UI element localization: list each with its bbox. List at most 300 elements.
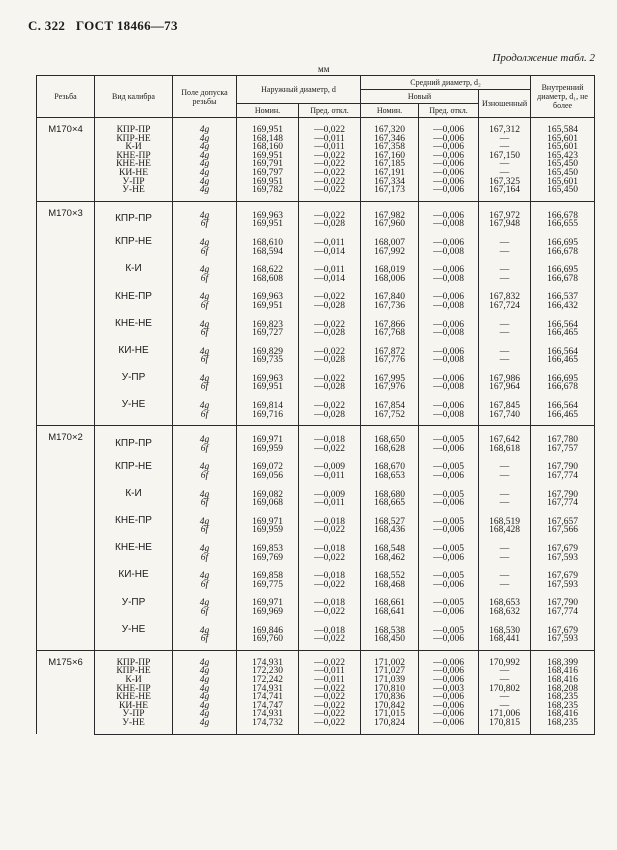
cell-value: —0,006: [433, 167, 464, 178]
cell-value: —0,008: [433, 219, 464, 230]
inner-diameter-cell: [531, 719, 595, 734]
table-row: [37, 186, 595, 201]
pitch-nominal-cell: [361, 453, 419, 480]
cell-value: 4g: [199, 150, 210, 161]
outer-nominal-cell: [237, 719, 299, 734]
pitch-deviation-cell: [419, 311, 479, 338]
cell-value: 171,006: [489, 709, 520, 720]
cell-value: 168,450: [374, 634, 405, 645]
tolerance-cell: [173, 201, 237, 229]
header-pitch-nominal: Номин.: [361, 104, 419, 118]
outer-deviation-cell: [299, 311, 361, 338]
cell-value: —: [499, 571, 510, 582]
cell-value: 165,584: [547, 125, 578, 135]
cell-value: —0,006: [433, 700, 464, 711]
worn-cell: [479, 338, 531, 365]
cell-value: 6f: [200, 409, 209, 420]
pitch-deviation-cell: [419, 392, 479, 426]
gauge-type-cell: КНЕ-НЕ: [95, 535, 173, 562]
cell-value: 168,462: [374, 552, 405, 563]
table-row: [37, 453, 595, 480]
cell-value: —0,005: [433, 598, 464, 609]
inner-diameter-cell: [531, 508, 595, 535]
standard-code: ГОСТ 18466—73: [75, 18, 178, 33]
header-thread: Резьба: [37, 76, 95, 118]
cell-value: —0,006: [433, 657, 464, 668]
pitch-nominal-cell: [361, 392, 419, 426]
cell-value: —0,006: [433, 125, 464, 135]
cell-value: 6f: [200, 273, 209, 284]
cell-value: 169,735: [252, 355, 283, 366]
cell-value: —0,006: [433, 237, 464, 248]
cell-value: —0,006: [433, 346, 464, 357]
tolerance-cell: [173, 365, 237, 392]
cell-value: 170,836: [374, 692, 405, 703]
cell-value: 167,992: [374, 246, 405, 257]
cell-value: 167,982: [374, 210, 405, 221]
cell-value: 4g: [199, 666, 210, 677]
cell-value: 166,678: [547, 210, 578, 221]
worn-cell: [479, 650, 531, 667]
gauge-type-cell: КНЕ-ПР: [95, 508, 173, 535]
cell-value: —: [499, 579, 510, 590]
cell-value: 167,724: [489, 300, 520, 311]
cell-value: —: [499, 700, 510, 711]
cell-value: 168,436: [374, 525, 405, 536]
cell-value: —: [499, 265, 510, 276]
cell-value: 4g: [199, 674, 210, 685]
header-outer-diameter: Наружный диаметр, d: [237, 76, 361, 104]
cell-value: 167,866: [374, 319, 405, 330]
cell-value: 174,931: [252, 657, 283, 668]
cell-value: 169,951: [252, 176, 283, 187]
worn-cell: [479, 392, 531, 426]
cell-value: —0,006: [433, 176, 464, 187]
cell-value: 4g: [199, 657, 210, 668]
tolerance-cell: [173, 589, 237, 616]
pitch-deviation-cell: [419, 650, 479, 667]
cell-value: —: [499, 237, 510, 248]
outer-nominal-cell: [237, 229, 299, 256]
cell-value: 170,802: [489, 683, 520, 694]
cell-value: —0,005: [433, 462, 464, 473]
outer-deviation-cell: [299, 118, 361, 135]
cell-value: 169,853: [252, 544, 283, 554]
worn-cell: [479, 719, 531, 734]
cell-value: 168,416: [547, 666, 578, 677]
cell-value: —: [499, 552, 510, 563]
outer-deviation-cell: [299, 256, 361, 283]
cell-value: —: [499, 544, 510, 554]
cell-value: 166,465: [547, 355, 578, 366]
cell-value: 170,992: [489, 657, 520, 668]
tolerance-cell: [173, 311, 237, 338]
cell-value: 169,969: [252, 606, 283, 617]
header-new: Новый: [361, 90, 479, 104]
cell-value: 167,320: [374, 125, 405, 135]
cell-value: 169,959: [252, 443, 283, 454]
cell-value: —0,006: [433, 552, 464, 563]
cell-value: —0,014: [314, 273, 345, 284]
cell-value: 168,680: [374, 489, 405, 500]
inner-diameter-cell: [531, 426, 595, 454]
cell-value: —0,018: [314, 571, 345, 582]
tolerance-cell: [173, 186, 237, 201]
cell-value: 167,972: [489, 210, 520, 221]
table-row: [37, 719, 595, 734]
cell-value: 4g: [199, 717, 210, 728]
cell-value: 168,208: [547, 683, 578, 694]
cell-value: —0,022: [314, 717, 345, 728]
tolerance-cell: [173, 338, 237, 365]
cell-value: 166,695: [547, 265, 578, 276]
header-outer-nominal: Номин.: [237, 104, 299, 118]
table-row: [37, 508, 595, 535]
pitch-deviation-cell: [419, 453, 479, 480]
tolerance-cell: [173, 118, 237, 135]
gauge-type-cell: У-НЕ: [95, 719, 173, 734]
table-row: [37, 650, 595, 667]
cell-value: 171,027: [374, 666, 405, 677]
table-row: [37, 256, 595, 283]
cell-value: —: [499, 142, 510, 153]
gauge-type-cell: КИ-НЕ: [95, 562, 173, 589]
thread-designation: М170×3: [37, 201, 95, 426]
cell-value: 6f: [200, 471, 209, 482]
pitch-nominal-cell: [361, 650, 419, 667]
cell-value: 4g: [199, 210, 210, 221]
cell-value: —0,022: [314, 185, 345, 196]
cell-value: 4g: [199, 700, 210, 711]
tolerance-cell: [173, 256, 237, 283]
worn-cell: [479, 562, 531, 589]
cell-value: 169,782: [252, 185, 283, 196]
cell-value: 4g: [199, 373, 210, 384]
pitch-deviation-cell: [419, 201, 479, 229]
outer-deviation-cell: [299, 617, 361, 651]
cell-value: 4g: [199, 237, 210, 248]
cell-value: 167,334: [374, 176, 405, 187]
gauge-table: [36, 75, 595, 735]
worn-cell: [479, 201, 531, 229]
cell-value: 168,650: [374, 435, 405, 446]
cell-value: —0,022: [314, 292, 345, 303]
gauge-type-cell: КПР-НЕ: [95, 667, 173, 676]
cell-value: 4g: [199, 185, 210, 196]
tolerance-cell: [173, 508, 237, 535]
cell-value: —: [499, 471, 510, 482]
cell-value: 167,768: [374, 328, 405, 339]
cell-value: —0,022: [314, 401, 345, 412]
cell-value: —0,008: [433, 328, 464, 339]
pitch-nominal-cell: [361, 508, 419, 535]
cell-value: 4g: [199, 692, 210, 703]
gauge-type-cell: У-ПР: [95, 178, 173, 187]
cell-value: 166,465: [547, 409, 578, 420]
cell-value: 169,814: [252, 401, 283, 412]
cell-value: —0,022: [314, 525, 345, 536]
cell-value: —0,003: [433, 683, 464, 694]
cell-value: 169,963: [252, 373, 283, 384]
gauge-type-cell: У-ПР: [95, 365, 173, 392]
cell-value: 169,971: [252, 435, 283, 446]
header-pitch-diameter: Средний диаметр, d₂: [361, 76, 531, 90]
cell-value: 4g: [199, 142, 210, 153]
cell-value: 168,006: [374, 273, 405, 284]
table-row: [37, 589, 595, 616]
cell-value: —0,022: [314, 167, 345, 178]
inner-diameter-cell: [531, 650, 595, 667]
pitch-deviation-cell: [419, 535, 479, 562]
outer-nominal-cell: [237, 118, 299, 135]
cell-value: 165,450: [547, 185, 578, 196]
inner-diameter-cell: [531, 229, 595, 256]
gauge-type-cell: У-НЕ: [95, 617, 173, 651]
table-row: [37, 365, 595, 392]
page-number: С. 322: [28, 18, 66, 33]
inner-diameter-cell: [531, 186, 595, 201]
cell-value: 4g: [199, 159, 210, 170]
header-inner-diameter: Внутренний диаметр, d₁, не более: [531, 76, 595, 118]
cell-value: 166,695: [547, 237, 578, 248]
cell-value: 168,007: [374, 237, 405, 248]
inner-diameter-cell: [531, 562, 595, 589]
cell-value: 174,732: [252, 717, 283, 728]
cell-value: —0,006: [433, 717, 464, 728]
outer-deviation-cell: [299, 283, 361, 310]
pitch-deviation-cell: [419, 481, 479, 508]
cell-value: 4g: [199, 133, 210, 144]
cell-value: 169,846: [252, 625, 283, 636]
tolerance-cell: [173, 453, 237, 480]
cell-value: 4g: [199, 462, 210, 473]
cell-value: —0,022: [314, 319, 345, 330]
table-row: [37, 283, 595, 310]
header-worn: Изношенный: [479, 90, 531, 118]
thread-designation: М175×6: [37, 650, 95, 734]
outer-deviation-cell: [299, 481, 361, 508]
cell-value: 166,564: [547, 401, 578, 412]
cell-value: —0,011: [314, 666, 345, 677]
pitch-deviation-cell: [419, 338, 479, 365]
cell-value: —0,028: [314, 328, 345, 339]
tolerance-cell: [173, 617, 237, 651]
inner-diameter-cell: [531, 589, 595, 616]
cell-value: —0,028: [314, 355, 345, 366]
cell-value: 169,971: [252, 516, 283, 527]
cell-value: 169,056: [252, 471, 283, 482]
outer-deviation-cell: [299, 453, 361, 480]
gauge-type-cell: У-ПР: [95, 710, 173, 719]
pitch-deviation-cell: [419, 186, 479, 201]
worn-cell: [479, 535, 531, 562]
gauge-type-cell: К-И: [95, 143, 173, 152]
cell-value: —0,011: [314, 142, 345, 153]
pitch-deviation-cell: [419, 508, 479, 535]
cell-value: 169,963: [252, 292, 283, 303]
cell-value: 168,622: [252, 265, 283, 276]
gauge-type-cell: КПР-НЕ: [95, 229, 173, 256]
cell-value: 166,564: [547, 346, 578, 357]
cell-value: 168,594: [252, 246, 283, 257]
pitch-nominal-cell: [361, 562, 419, 589]
outer-nominal-cell: [237, 256, 299, 283]
cell-value: 4g: [199, 292, 210, 303]
cell-value: 167,642: [489, 435, 520, 446]
cell-value: —0,028: [314, 300, 345, 311]
outer-nominal-cell: [237, 365, 299, 392]
cell-value: 168,530: [489, 625, 520, 636]
cell-value: 167,736: [374, 300, 405, 311]
cell-value: —0,006: [433, 471, 464, 482]
cell-value: 4g: [199, 683, 210, 694]
cell-value: 167,774: [547, 606, 578, 617]
cell-value: 166,655: [547, 219, 578, 230]
cell-value: 166,678: [547, 382, 578, 393]
gauge-type-cell: КПР-ПР: [95, 426, 173, 454]
cell-value: 168,399: [547, 657, 578, 668]
outer-nominal-cell: [237, 562, 299, 589]
cell-value: 4g: [199, 346, 210, 357]
thread-designation: М170×2: [37, 426, 95, 651]
gauge-type-cell: КНЕ-ПР: [95, 283, 173, 310]
cell-value: 167,774: [547, 498, 578, 509]
cell-value: 169,951: [252, 300, 283, 311]
cell-value: —0,006: [433, 185, 464, 196]
cell-value: —: [499, 246, 510, 257]
cell-value: 168,416: [547, 709, 578, 720]
cell-value: 4g: [199, 125, 210, 135]
tolerance-cell: [173, 535, 237, 562]
page-header: [28, 18, 178, 34]
outer-deviation-cell: [299, 229, 361, 256]
cell-value: 168,416: [547, 674, 578, 685]
cell-value: 167,164: [489, 185, 520, 196]
cell-value: 4g: [199, 435, 210, 446]
gauge-type-cell: КПР-НЕ: [95, 453, 173, 480]
cell-value: —0,006: [433, 133, 464, 144]
cell-value: —0,022: [314, 210, 345, 221]
cell-value: 169,082: [252, 489, 283, 500]
outer-nominal-cell: [237, 535, 299, 562]
cell-value: 167,960: [374, 219, 405, 230]
cell-value: 167,740: [489, 409, 520, 420]
cell-value: —0,008: [433, 355, 464, 366]
cell-value: —0,006: [433, 373, 464, 384]
cell-value: —0,006: [433, 443, 464, 454]
cell-value: —0,022: [314, 176, 345, 187]
cell-value: —: [499, 273, 510, 284]
cell-value: —: [499, 159, 510, 170]
header-tolerance: Поле допуска резьбы: [173, 76, 237, 118]
cell-value: —0,011: [314, 265, 345, 276]
cell-value: —0,006: [433, 210, 464, 221]
inner-diameter-cell: [531, 535, 595, 562]
outer-nominal-cell: [237, 617, 299, 651]
cell-value: —0,022: [314, 579, 345, 590]
outer-deviation-cell: [299, 392, 361, 426]
cell-value: —0,006: [433, 674, 464, 685]
cell-value: —0,006: [433, 692, 464, 703]
cell-value: 166,564: [547, 319, 578, 330]
outer-deviation-cell: [299, 562, 361, 589]
cell-value: —0,011: [314, 471, 345, 482]
table-row: [37, 481, 595, 508]
outer-deviation-cell: [299, 719, 361, 734]
cell-value: —0,006: [433, 666, 464, 677]
worn-cell: [479, 229, 531, 256]
cell-value: 171,002: [374, 657, 405, 668]
cell-value: 174,931: [252, 709, 283, 720]
cell-value: —0,022: [314, 606, 345, 617]
cell-value: —0,018: [314, 435, 345, 446]
cell-value: 169,072: [252, 462, 283, 473]
cell-value: 166,678: [547, 246, 578, 257]
cell-value: 168,618: [489, 443, 520, 454]
cell-value: —0,011: [314, 498, 345, 509]
cell-value: 6f: [200, 328, 209, 339]
gauge-type-cell: КПР-ПР: [95, 650, 173, 667]
cell-value: 167,358: [374, 142, 405, 153]
outer-nominal-cell: [237, 589, 299, 616]
tolerance-cell: [173, 719, 237, 734]
cell-value: —0,022: [314, 346, 345, 357]
outer-deviation-cell: [299, 338, 361, 365]
cell-value: 165,601: [547, 176, 578, 187]
pitch-deviation-cell: [419, 229, 479, 256]
cell-value: 6f: [200, 579, 209, 590]
cell-value: 172,242: [252, 674, 283, 685]
cell-value: 6f: [200, 525, 209, 536]
cell-value: 4g: [199, 709, 210, 720]
outer-nominal-cell: [237, 201, 299, 229]
cell-value: 167,995: [374, 373, 405, 384]
cell-value: 168,608: [252, 273, 283, 284]
cell-value: —: [499, 133, 510, 144]
cell-value: —: [499, 346, 510, 357]
cell-value: —0,006: [433, 292, 464, 303]
cell-value: 4g: [199, 571, 210, 582]
cell-value: 170,824: [374, 717, 405, 728]
pitch-nominal-cell: [361, 201, 419, 229]
outer-deviation-cell: [299, 426, 361, 454]
cell-value: 167,593: [547, 579, 578, 590]
tolerance-cell: [173, 283, 237, 310]
cell-value: 167,854: [374, 401, 405, 412]
cell-value: 167,593: [547, 552, 578, 563]
cell-value: 167,845: [489, 401, 520, 412]
cell-value: —0,006: [433, 525, 464, 536]
table-row: [37, 311, 595, 338]
cell-value: 167,325: [489, 176, 520, 187]
cell-value: 6f: [200, 498, 209, 509]
cell-value: —0,006: [433, 579, 464, 590]
cell-value: —0,006: [433, 150, 464, 161]
cell-value: 167,776: [374, 355, 405, 366]
cell-value: 168,610: [252, 237, 283, 248]
outer-deviation-cell: [299, 535, 361, 562]
header-pitch-deviation: Пред. откл.: [419, 104, 479, 118]
cell-value: 167,774: [547, 471, 578, 482]
cell-value: 165,450: [547, 159, 578, 170]
cell-value: 165,423: [547, 150, 578, 161]
gauge-type-cell: КИ-НЕ: [95, 338, 173, 365]
cell-value: 168,628: [374, 443, 405, 454]
units-label: мм: [318, 64, 330, 74]
cell-value: —0,022: [314, 692, 345, 703]
cell-value: —0,006: [433, 498, 464, 509]
worn-cell: [479, 508, 531, 535]
